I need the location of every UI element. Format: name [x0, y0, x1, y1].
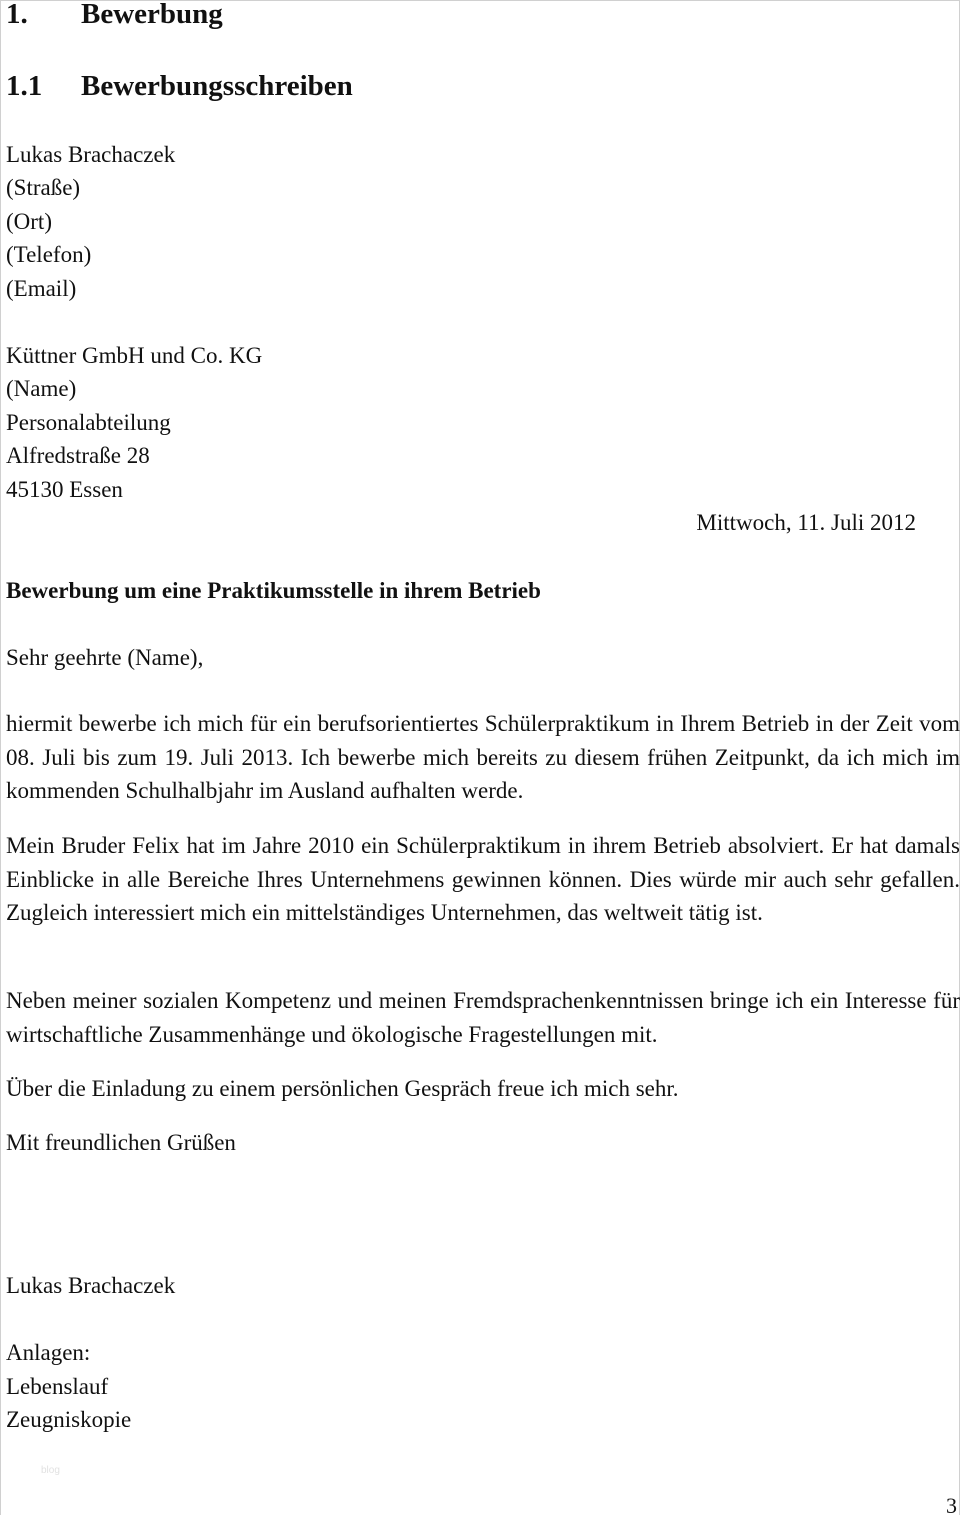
recipient-street: Alfredstraße 28: [6, 443, 150, 468]
subsection-title: Bewerbungsschreiben: [81, 70, 353, 102]
section-title: Bewerbung: [81, 0, 223, 30]
body-paragraph-2: Mein Bruder Felix hat im Jahre 2010 ein Schülerpraktikum in ihrem Betrieb absolviert. Er hat damals Einblicke in alle Bereiche Ihres Unternehmens gewinnen können. Dies würde mir auch sehr gefallen. Zugleich interessiert mich ein mittelständiges Unternehmen, das weltweit tätig ist.: [6, 833, 960, 925]
attachments-label: Anlagen:: [6, 1340, 91, 1365]
sender-city: (Ort): [6, 209, 52, 234]
watermark-text: blog: [41, 1465, 60, 1476]
recipient-company: Küttner GmbH und Co. KG: [6, 343, 263, 368]
body-paragraph-4: Über die Einladung zu einem persönlichen Gespräch freue ich mich sehr.: [6, 1076, 679, 1101]
signature-name: Lukas Brachaczek: [6, 1273, 176, 1298]
body-paragraph-3: Neben meiner sozialen Kompetenz und meinen Fremdsprachenkenntnissen bringe ich ein Interesse für wirtschaftliche Zusammenhänge und ökologische Fragestellungen mit.: [6, 988, 960, 1047]
sender-email: (Email): [6, 276, 77, 301]
letter-subject: Bewerbung um eine Praktikumsstelle in ihrem Betrieb: [6, 578, 541, 603]
recipient-department: Personalabteilung: [6, 410, 171, 435]
attachment-item: Lebenslauf: [6, 1374, 109, 1399]
section-heading: [6, 0, 223, 31]
section-number: 1.: [6, 0, 28, 30]
salutation: Sehr geehrte (Name),: [6, 645, 204, 670]
sender-street: (Straße): [6, 175, 81, 200]
sender-name: Lukas Brachaczek: [6, 142, 176, 167]
subsection-heading: [6, 69, 353, 103]
attachment-item: Zeugniskopie: [6, 1407, 132, 1432]
closing: Mit freundlichen Grüßen: [6, 1130, 236, 1155]
recipient-city: 45130 Essen: [6, 477, 123, 502]
page-number: 3: [946, 1493, 957, 1518]
sender-phone: (Telefon): [6, 242, 92, 267]
subsection-number: 1.1: [6, 70, 43, 102]
letter-date: Mittwoch, 11. Juli 2012: [696, 510, 916, 535]
body-paragraph-1: hiermit bewerbe ich mich für ein berufsorientiertes Schülerpraktikum in Ihrem Betrieb in der Zeit vom 08. Juli bis zum 19. Juli 2013. Ich bewerbe mich bereits zu diesem frühen Zeitpunkt, da ich mich im kommenden Schulhalbjahr im Ausland aufhalten werde.: [6, 711, 960, 803]
recipient-name: (Name): [6, 376, 77, 401]
